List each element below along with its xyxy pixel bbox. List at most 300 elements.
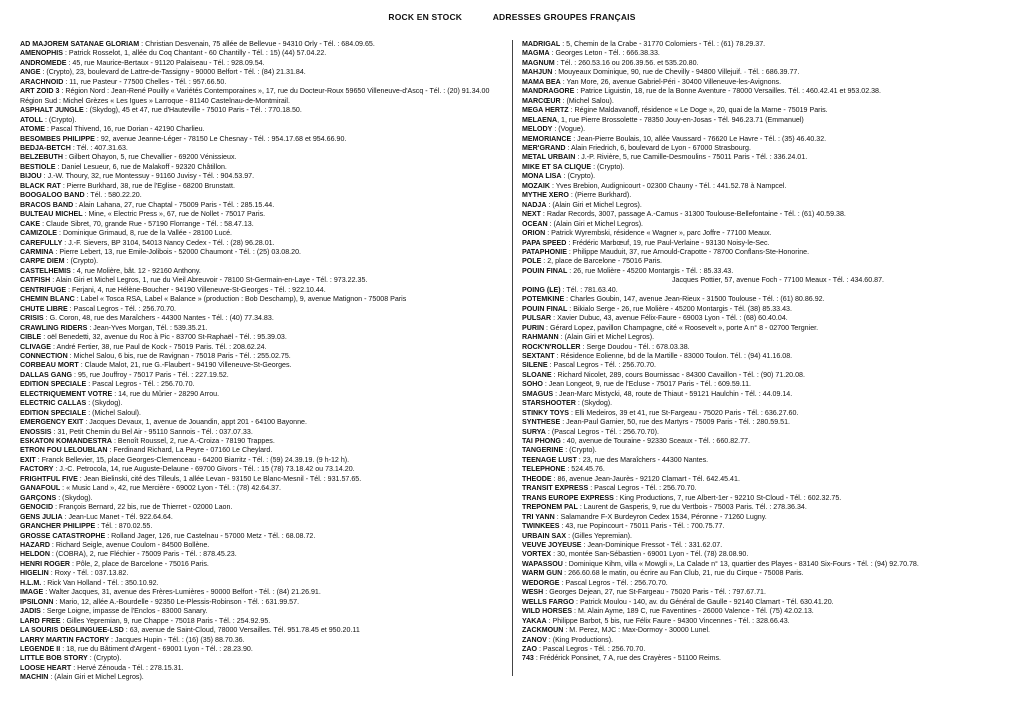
band-name: TAI PHONG xyxy=(522,437,561,446)
band-address: : Gilles Yepremian, 9, rue Chappe - 75018 Paris - Tél. : 254.92.95. xyxy=(60,616,271,625)
band-name: CENTRIFUGE xyxy=(20,285,67,294)
directory-entry xyxy=(20,314,506,323)
directory-entry xyxy=(20,248,506,257)
band-name: AD MAJOREM SATANAE GLORIAM xyxy=(20,40,140,48)
directory-entry xyxy=(20,626,506,635)
directory-entry xyxy=(522,437,1008,446)
band-address: : Pierre Burkhard, 38, rue de l'Eglise - 68200 Brunstatt. xyxy=(60,181,235,190)
directory-entry xyxy=(522,248,1008,257)
directory-entry xyxy=(20,305,506,314)
band-name: HENRI ROGER xyxy=(20,559,71,568)
band-address: : (Skydog). xyxy=(56,493,93,502)
band-address: : Christian Desvenain, 75 allée de Bellevue - 94310 Orly - Tél. : 684.09.65. xyxy=(139,40,375,48)
band-name: MELAENA xyxy=(522,115,558,124)
band-address: : Mouyeaux Dominique, 90, rue de Chevilly - 94800 Villejuif. · Tél. : 686.39.77. xyxy=(552,68,800,77)
band-address: : Laurent de Gasperis, 9, rue du Vertbois - 75003 Paris. Tél. : 278.36.34. xyxy=(577,503,807,512)
band-name: NADJA xyxy=(522,200,547,209)
band-address: : Yves Brebion, Audignicourt - 02300 Chauny - Tél. : 441.52.78 à Nampcel. xyxy=(549,181,787,190)
band-name: TWINKEES xyxy=(522,522,560,531)
directory-entry xyxy=(522,532,1008,541)
band-address: : Patrick Wyrembski, résidence « Wagner », parc Joffre - 77100 Meaux. xyxy=(545,229,772,238)
band-address: : Jean-Marc Mistycki, 48, route de Thiaut - 59121 Haulchin - Tél. : 44.09.14. xyxy=(553,389,793,398)
band-name: BIJOU xyxy=(20,172,42,181)
band-name: URBAIN SAX xyxy=(522,531,567,540)
band-name: ATOLL xyxy=(20,115,43,124)
directory-entry xyxy=(522,343,1008,352)
directory-entry xyxy=(20,286,506,295)
band-address: : (Michel Salou). xyxy=(560,96,614,105)
band-address: : Jacques Devaux, 1, avenue de Jouandin, appt 201 - 64100 Bayonne. xyxy=(83,418,307,427)
band-name: MAHJUN xyxy=(522,68,553,77)
band-name: CIBLE xyxy=(20,333,42,342)
directory-entry xyxy=(522,579,1008,588)
band-address: : 4, rue Molière, bât. 12 - 92160 Anthony. xyxy=(70,266,201,275)
directory-entry xyxy=(522,352,1008,361)
directory-entry xyxy=(20,78,506,87)
right-column xyxy=(522,40,1008,664)
band-name: BLACK RAT xyxy=(20,181,61,190)
band-address: Région Sud : Michel Grèzes « Les Igues » Larroque - 81140 Castelnau-de-Montmirail. xyxy=(20,96,290,105)
directory-entry xyxy=(20,220,506,229)
band-address: : Dominique Kihm, villa « Mowgli », La Calade n° 13, quartier des Playes - 83140 Six-Fours - Tél. : (94) 92.70.78. xyxy=(562,559,919,568)
band-name: PAPA SPEED xyxy=(522,238,567,247)
directory-entry xyxy=(20,636,506,645)
directory-entry xyxy=(522,456,1008,465)
page-header xyxy=(0,12,1024,22)
band-address: : Alain Lahana, 27, rue Chaptal - 75009 Paris - Tél. : 285.15.44. xyxy=(73,200,275,209)
band-address: : Claude Malot, 21, rue G.-Flaubert - 94190 Villeneuve-St-Georges. xyxy=(78,361,292,370)
directory-entry xyxy=(522,588,1008,597)
band-address: : Jean Bielinski, cité des Tilleuls, 1 allée Levan - 93150 Le Blanc-Mesnil - Tél. : 931.57.65. xyxy=(77,474,362,483)
directory-entry xyxy=(522,135,1008,144)
band-address: : Philippe Barbot, 5 bis, rue Félix Faure - 94300 Vincennes - Tél. : 328.66.43. xyxy=(546,616,790,625)
band-name: EDITION SPECIALE xyxy=(20,380,87,389)
band-name: POING (LE) xyxy=(522,285,561,294)
directory-entry xyxy=(522,163,1008,172)
directory-entry xyxy=(20,532,506,541)
band-address: : (Skydog), 45 et 47, rue d'Hauteville - 75010 Paris - Tél. : 770.18.50. xyxy=(83,106,302,115)
band-name: GANAFOUL xyxy=(20,484,61,493)
band-name: CATFISH xyxy=(20,276,51,285)
directory-entry xyxy=(20,295,506,304)
band-name: ELECTRIC CALLAS xyxy=(20,399,87,408)
band-address: : 30, montée San-Sébastien - 69001 Lyon - Tél. (78) 28.08.90. xyxy=(551,550,749,559)
band-address: : Salamandre F-X Burdeyron Cedex 1534, Péronne - 71260 Lugny. xyxy=(554,512,767,521)
directory-entry xyxy=(20,97,506,106)
band-name: VORTEX xyxy=(522,550,552,559)
band-address: : Jean-Yves Morgan, Tél. : 539.35.21. xyxy=(87,323,208,332)
band-address: : Gérard Lopez, pavillon Champagne, cité « Roosevelt », porte A n° 8 - 02700 Tergnier. xyxy=(544,323,819,332)
band-name: MELODY xyxy=(522,125,553,134)
band-name: SLOANE xyxy=(522,370,552,379)
band-address: : 63, avenue de Saint-Cloud, 78000 Versailles. Tél. 951.78.45 et 950.20.11 xyxy=(123,626,360,635)
band-name: ASPHALT JUNGLE xyxy=(20,106,84,115)
band-address: : Walter Jacques, 31, avenue des Frères-Lumières - 90000 Belfort - Tél. : (84) 21.26.91. xyxy=(43,588,321,597)
band-address: : Charles Goubin, 147, avenue Jean-Rieux - 31500 Toulouse - Tél. : (61) 80.86.92. xyxy=(564,295,825,304)
band-address: : Pôle, 2, place de Barcelone - 75016 Paris. xyxy=(70,559,209,568)
directory-entry xyxy=(20,503,506,512)
directory-entry xyxy=(20,361,506,370)
directory-entry xyxy=(522,371,1008,380)
band-name: CHEMIN BLANC xyxy=(20,295,75,304)
band-address: : 26, rue Molière - 45200 Montargis - Tél. : 85.33.43. xyxy=(567,266,734,275)
band-address: : Bikialo Serge - 26, rue Molière - 45200 Montargis - Tél. (38) 85.33.43. xyxy=(567,304,792,313)
directory-entry xyxy=(522,361,1008,370)
band-name: H.L.M. xyxy=(20,578,42,587)
band-address: : G. Coron, 48, rue des Maraîchers - 44300 Nantes - Tél. : (40) 77.34.83. xyxy=(43,314,274,323)
band-name: TANGERINE xyxy=(522,446,564,455)
directory-entry xyxy=(522,229,1008,238)
directory-entry xyxy=(522,503,1008,512)
band-name: ANDROMEDE xyxy=(20,58,67,67)
directory-entry xyxy=(20,182,506,191)
band-address: : Pascal Legros - Tél. : 256.70.70. xyxy=(86,380,195,389)
band-address: : 11, rue Pasteur - 77500 Chelles - Tél. : 957.66.50. xyxy=(63,77,227,86)
directory-entry xyxy=(20,418,506,427)
band-address: : Pascal Legros - Tél. : 256.70.70. xyxy=(536,645,646,653)
band-name: STARSHOOTER xyxy=(522,399,576,408)
band-address: : oël Benedetti, 32, avenue du Roc à Pic - 83700 St-Raphaël - Tél. : 95.39.03. xyxy=(41,333,287,342)
band-address: : (Gilles Yepremian). xyxy=(566,531,632,540)
directory-entry xyxy=(522,446,1008,455)
band-address: : Pascal Legros - Tél. : 256.70.70. xyxy=(67,304,176,313)
band-address: : Jacques Hupin - Tél. : (16) (35) 88.70.36. xyxy=(109,635,245,644)
band-address: : Pascal Legros - Tél. : 256.70.70. xyxy=(547,361,656,370)
directory-entry xyxy=(522,49,1008,58)
directory-entry xyxy=(20,617,506,626)
band-address: : (Skydog). xyxy=(86,399,123,408)
band-address: : François Bernard, 22 bis, rue de Thierret - 02000 Laon. xyxy=(53,503,233,512)
directory-entry xyxy=(20,49,506,58)
band-name: CAKE xyxy=(20,219,41,228)
band-name: CASTELHEMIS xyxy=(20,266,71,275)
band-name: POUIN FINAL xyxy=(522,266,568,275)
band-address: : (Crypto), 23, boulevard de Lattre-de-Tassigny - 90000 Belfort - Tél. : (84) 21.31.84. xyxy=(40,68,306,77)
band-name: ZAO xyxy=(522,645,537,653)
directory-entry xyxy=(522,626,1008,635)
band-name: DALLAS GANG xyxy=(20,370,73,379)
band-address: : King Productions, 7, rue Albert-1er - 92210 St-Cloud - Tél. : 602.32.75. xyxy=(613,493,842,502)
directory-entry xyxy=(20,380,506,389)
band-address: : Radar Records, 3007, passage A.-Camus - 31300 Toulouse-Bellefontaine - Tél. : (61) 40.59.38. xyxy=(540,210,846,219)
band-name: LA SOURIS DEGLINGUEE-LSD xyxy=(20,626,124,635)
directory-entry xyxy=(20,484,506,493)
band-name: 743 xyxy=(522,654,534,663)
band-address: Jacques Pottier, 57, avenue Foch - 77100 Meaux - Tél. : 434.60.87. xyxy=(672,276,885,285)
directory-entry xyxy=(522,220,1008,229)
band-address: : Tél. : 407.31.63. xyxy=(70,143,128,152)
directory-entry xyxy=(522,172,1008,181)
directory-entry xyxy=(522,286,1008,295)
band-address: : Tél. : 260.53.16 ou 206.39.56. et 535.20.80. xyxy=(554,58,699,67)
band-name: POUIN FINAL xyxy=(522,304,568,313)
band-name: PATAPHONIE xyxy=(522,247,567,256)
directory-entry xyxy=(20,276,506,285)
band-name: WEDORGE xyxy=(522,578,560,587)
band-name: MOZAIK xyxy=(522,181,550,190)
band-name: WESH xyxy=(522,588,544,597)
band-name: GARÇONS xyxy=(20,493,57,502)
band-address: : Pascal Legros - Tél. : 256.70.70. xyxy=(588,484,697,493)
band-address: : 18, rue du Bâtiment d'Argent - 69001 Lyon - Tél. : 28.23.90. xyxy=(60,645,253,653)
band-address: : Frédérick Ponsinet, 7 A, rue des Crayères - 51100 Reims. xyxy=(533,654,721,663)
band-name: CONNECTION xyxy=(20,351,68,360)
band-address: : Yan More, 26, avenue Gabriel-Péri - 30400 Villeneuve-les-Avignons. xyxy=(560,77,782,86)
band-address: : Hervé Zénouda - Tél. : 278.15.31. xyxy=(71,663,184,672)
band-name: BESTIOLE xyxy=(20,162,56,171)
band-address: : 86, avenue Jean-Jaurès - 92120 Clamart - Tél. 642.45.41. xyxy=(551,474,740,483)
band-address: : Gilbert Ohayon, 5, rue Chevallier - 69200 Vénissieux. xyxy=(62,153,237,162)
band-name: ROCK'N'ROLLER xyxy=(522,342,581,351)
band-address: : M. Perez, MJC : Max-Dormoy - 30000 Lunel. xyxy=(563,626,711,635)
directory-entry xyxy=(20,560,506,569)
band-name: ZANOV xyxy=(522,635,547,644)
band-address: : J.-W. Thoury, 32, rue Montessuy - 91160 Juvisy - Tél. : 904.53.97. xyxy=(41,172,255,181)
band-address: : Tél. : 580.22.20. xyxy=(84,191,142,200)
directory-entry xyxy=(20,579,506,588)
directory-entry xyxy=(20,239,506,248)
band-address: : 95, rue Jouffroy - 75017 Paris - Tél. : 227.19.52. xyxy=(72,370,229,379)
band-name: TREPONEM PAL xyxy=(522,503,578,512)
band-address: : Benoît Roussel, 2, rue A.-Croiza - 78190 Trappes. xyxy=(111,437,275,446)
band-name: MEGA HERTZ xyxy=(522,106,569,115)
band-name: FRIGHTFUL FIVE xyxy=(20,474,78,483)
band-name: TRANS EUROPE EXPRESS xyxy=(522,493,614,502)
band-name: ANGE xyxy=(20,68,41,77)
band-name: GENS JULIA xyxy=(20,512,63,521)
band-name: IMAGE xyxy=(20,588,44,597)
directory-entry xyxy=(20,390,506,399)
band-name: HIGELIN xyxy=(20,569,49,578)
directory-entry xyxy=(522,314,1008,323)
directory-entry xyxy=(20,645,506,654)
directory-entry xyxy=(522,78,1008,87)
directory-entry xyxy=(20,153,506,162)
directory-entry xyxy=(20,40,506,49)
directory-entry xyxy=(522,513,1008,522)
directory-entry xyxy=(20,144,506,153)
band-address: : 5, Chemin de la Crabe - 31770 Colomiers - Tél. : (61) 78.29.37. xyxy=(560,40,766,48)
directory-entry xyxy=(20,569,506,578)
band-name: RAHMANN xyxy=(522,333,559,342)
directory-entry xyxy=(522,390,1008,399)
band-address: : « Music Land », 42, rue Mercière - 69002 Lyon - Tél. : (78) 42.64.37. xyxy=(60,484,282,493)
directory-entry xyxy=(522,598,1008,607)
band-name: BOOGALOO BAND xyxy=(20,191,85,200)
directory-entry xyxy=(20,352,506,361)
band-name: METAL URBAIN xyxy=(522,153,576,162)
band-address: : Serge Loigne, impasse de l'Enclos - 83000 Sanary. xyxy=(40,607,208,616)
directory-entry xyxy=(522,475,1008,484)
band-name: LARD FREE xyxy=(20,616,61,625)
band-address: : Richard Nicolet, 289, cours Bournissac - 84300 Cavaillon - Tél. : (90) 71.20.08. xyxy=(551,370,805,379)
directory-entry xyxy=(522,324,1008,333)
band-address: : Pascal Thivend, 16, rue Dorian - 42190 Charlieu. xyxy=(44,125,205,134)
directory-entry xyxy=(20,588,506,597)
band-name: WARM GUN xyxy=(522,569,563,578)
band-address: : 14, rue du Mûrier - 28290 Arrou. xyxy=(112,389,220,398)
band-address: : Georges Leton - Tél. : 666.38.33. xyxy=(549,49,660,58)
directory-entry xyxy=(522,569,1008,578)
directory-entry xyxy=(522,116,1008,125)
band-name: PURIN xyxy=(522,323,545,332)
band-address: : Tél. : 870.02.55. xyxy=(95,522,153,531)
directory-entry xyxy=(522,305,1008,314)
band-name: CORBEAU MORT xyxy=(20,361,79,370)
band-name: MAGMA xyxy=(522,49,550,58)
band-name: ATOME xyxy=(20,125,45,134)
directory-entry xyxy=(522,125,1008,134)
band-address: : (Pascal Legros - Tél. : 256.70.70). xyxy=(545,427,659,436)
band-address: : Ferjani, 4, rue Hélène-Boucher - 94190 Villeneuve-St-Georges - Tél. : 922.10.44. xyxy=(66,285,326,294)
band-address: : (Crypto). xyxy=(43,115,77,124)
band-name: TEENAGE LUST xyxy=(522,455,577,464)
band-address: : Mine, « Electric Press », 67, rue de Nollet - 75017 Paris. xyxy=(82,210,266,219)
band-address: : Michel Salou, 6 bis, rue de Ravignan - 75018 Paris - Tél. : 255.02.75. xyxy=(67,351,291,360)
band-name: VEUVE JOYEUSE xyxy=(522,541,582,550)
band-name: ESKATON KOMANDESTRA xyxy=(20,437,112,446)
band-name: NEXT xyxy=(522,210,541,219)
band-name: SILENE xyxy=(522,361,548,370)
band-name: EDITION SPECIALE xyxy=(20,408,87,417)
directory-entry xyxy=(20,343,506,352)
band-name: ENOSSIS xyxy=(20,427,52,436)
directory-entry xyxy=(522,182,1008,191)
band-address: : Alain Giri et Michel Legros, 1, rue du Vieil Abreuvoir - 78100 St-Germain-en-Laye - Tél. : 973.22.35. xyxy=(50,276,368,285)
directory-entry xyxy=(522,40,1008,49)
header-title: ROCK EN STOCK xyxy=(388,12,463,22)
directory-entry xyxy=(20,399,506,408)
directory-entry xyxy=(20,550,506,559)
band-name: ORION xyxy=(522,229,546,238)
band-address: : Jean Longeot, 9, rue de l'Ecluse - 75017 Paris - Tél. : 609.59.11. xyxy=(542,380,752,389)
band-address: : Label « Tosca RSA, Label « Balance » (production : Bob Deschamp), 9, avenue Matignon - 75008 Paris xyxy=(74,295,407,304)
directory-entry xyxy=(522,59,1008,68)
directory-entry xyxy=(20,409,506,418)
band-address: : (King Productions). xyxy=(546,635,614,644)
band-name: AMENOPHIS xyxy=(20,49,63,58)
band-address: : 524.45.76. xyxy=(565,465,605,474)
band-name: OCEAN xyxy=(522,219,548,228)
header-subtitle: ADRESSES GROUPES FRANÇAIS xyxy=(492,12,636,22)
band-name: CAMIZOLE xyxy=(20,229,58,238)
band-address: : (Crypto). xyxy=(64,257,99,266)
band-name: YAKAA xyxy=(522,616,547,625)
band-address: : Résidence Eolienne, bd de la Martille - 83000 Toulon. Tél. : (94) 41.16.08. xyxy=(554,351,793,360)
directory-entry xyxy=(522,87,1008,96)
band-address: : (Alain Giri et Michel Legros). xyxy=(547,219,644,228)
directory-entry xyxy=(20,324,506,333)
directory-entry xyxy=(20,541,506,550)
band-name: CARPE DIEM xyxy=(20,257,65,266)
band-name: BRACOS BAND xyxy=(20,200,74,209)
band-address: : Rick Van Holland - Tél. : 350.10.92. xyxy=(41,578,159,587)
band-name: CRAWLING RIDERS xyxy=(20,323,88,332)
band-address: : 43, rue Popincourt - 75011 Paris - Tél. : 700.75.77. xyxy=(559,522,725,531)
directory-entry xyxy=(20,210,506,219)
band-address: : (Alain Giri et Michel Legros). xyxy=(48,673,144,682)
directory-entry xyxy=(20,333,506,342)
band-address: : 2, place de Barcelone - 75016 Paris. xyxy=(541,257,662,266)
directory-entry xyxy=(522,465,1008,474)
band-name: MAMA BEA xyxy=(522,77,561,86)
band-address: : M. Alain Ayme, 189 C, rue Faventines - 26000 Valence - Tél. (75) 42.02.13. xyxy=(572,607,814,616)
band-name: POLE xyxy=(522,257,542,266)
band-address: : (COBRA), 2, rue Fléchier - 75009 Paris - Tél. : 878.45.23. xyxy=(49,550,237,559)
band-address: : (Crypto). xyxy=(563,446,597,455)
directory-entry xyxy=(20,437,506,446)
directory-entry xyxy=(20,664,506,673)
column-divider xyxy=(512,40,513,676)
directory-entry xyxy=(20,116,506,125)
band-name: WAPASSOU xyxy=(522,559,563,568)
band-name: CLIVAGE xyxy=(20,342,52,351)
directory-entry xyxy=(20,106,506,115)
directory-entry xyxy=(522,239,1008,248)
band-address: : (Alain Giri et Michel Legros). xyxy=(546,200,642,209)
band-name: GENOCID xyxy=(20,503,54,512)
band-address: : Tél. : 781.63.40. xyxy=(560,285,618,294)
band-address: : Serge Doudou - Tél. : 678.03.38. xyxy=(580,342,690,351)
band-address: : (Crypto). xyxy=(561,172,596,181)
band-name: LOOSE HEART xyxy=(20,663,72,672)
band-name: TELEPHONE xyxy=(522,465,566,474)
band-address: , 1, rue Pierre Brossolette - 78350 Jouy-en-Josas - Tél. 946.23.71 (Emmanuel) xyxy=(557,115,804,124)
band-address: : André Fertier, 38, rue Paul de Kock - 75019 Paris. Tél. : 208.62.24. xyxy=(51,342,267,351)
band-name: LARRY MARTIN FACTORY xyxy=(20,635,110,644)
band-name: SYNTHESE xyxy=(522,418,561,427)
directory-entry xyxy=(522,560,1008,569)
band-name: MIKE ET SA CLIQUE xyxy=(522,162,592,171)
band-name: SURYA xyxy=(522,427,546,436)
directory-entry xyxy=(20,229,506,238)
band-address: : 266.60.68 le matin, ou écrire au Fan Club, 21, rue du Cirque - 75008 Paris. xyxy=(562,569,804,578)
band-name: THEODE xyxy=(522,474,552,483)
band-name: BULTEAU MICHEL xyxy=(20,210,83,219)
band-address: : (Crypto). xyxy=(87,654,122,663)
directory-entry xyxy=(522,257,1008,266)
directory-entry xyxy=(522,144,1008,153)
directory-entry xyxy=(522,399,1008,408)
directory-entry xyxy=(20,428,506,437)
band-name: MER'GRAND xyxy=(522,143,566,152)
band-address: : Alain Friedrich, 6, boulevard de Lyon - 67000 Strasbourg. xyxy=(565,143,751,152)
directory-entry xyxy=(522,210,1008,219)
directory-entry xyxy=(522,645,1008,654)
directory-entry xyxy=(20,522,506,531)
band-address: : 40, avenue de Touraine - 92330 Sceaux - Tél. : 660.82.77. xyxy=(560,437,750,446)
directory-entry xyxy=(20,673,506,682)
band-name: HAZARD xyxy=(20,541,50,550)
directory-entry xyxy=(522,333,1008,342)
left-column xyxy=(20,40,506,683)
directory-entry xyxy=(20,446,506,455)
directory-entry xyxy=(20,135,506,144)
directory-entry xyxy=(20,257,506,266)
band-address: : Philippe Mauduit, 37, rue Arnould-Crapotte - 78700 Conflans-Ste-Honorine. xyxy=(566,247,810,256)
directory-entry xyxy=(522,494,1008,503)
directory-entry xyxy=(522,191,1008,200)
band-name: HELDON xyxy=(20,550,50,559)
directory-entry xyxy=(522,295,1008,304)
band-name: EMERGENCY EXIT xyxy=(20,418,84,427)
band-address: : Richard Seigle, avenue Coulom - 84500 Bollène. xyxy=(49,541,210,550)
directory-entry xyxy=(20,475,506,484)
band-address: : Jean-Pierre Boulais, 10, allée Vaussard - 76620 Le Havre - Tél. : (35) 46.40.32. xyxy=(571,134,827,143)
band-address: : Patrice Liguistin, 18, rue de la Bonne Aventure - 78000 Versailles. Tél. : 460.42.41 et 953.02.38. xyxy=(574,87,881,96)
directory-entry xyxy=(20,371,506,380)
directory-entry xyxy=(522,541,1008,550)
